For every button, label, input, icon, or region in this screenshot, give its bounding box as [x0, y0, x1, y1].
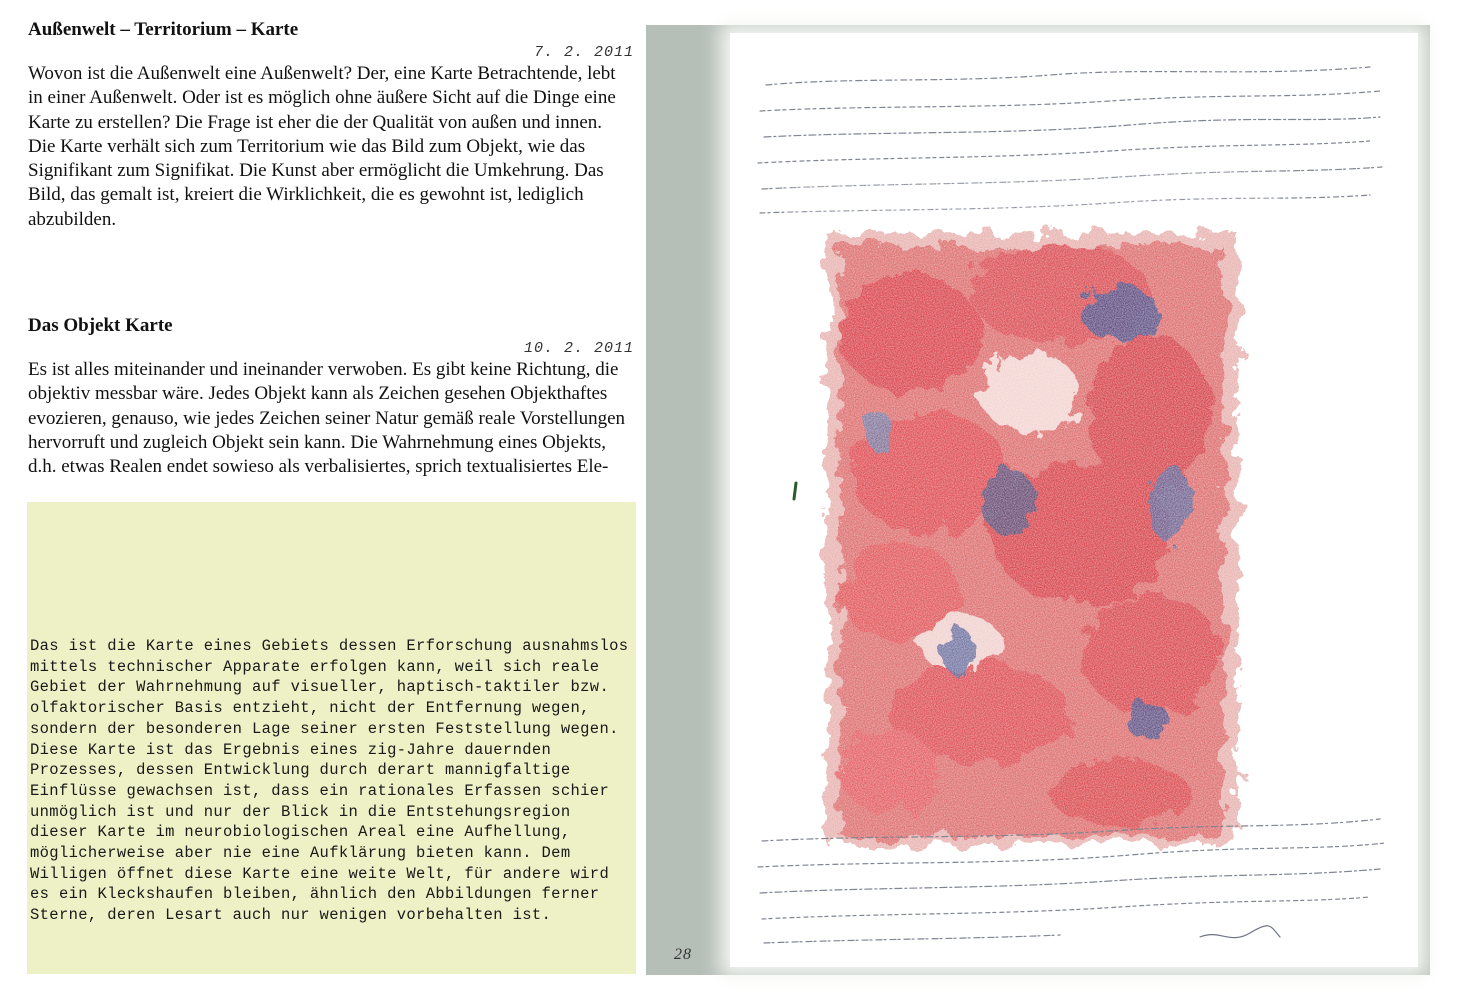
section-body: [28, 358, 634, 479]
handwriting-top: [758, 67, 1382, 213]
section-title: Außenwelt – Territorium – Karte: [28, 19, 299, 40]
section-date: 7. 2. 2011: [533, 44, 634, 61]
transcription-box: [27, 502, 636, 974]
page-number: 28: [674, 946, 692, 963]
section-title: Das Objekt Karte: [28, 315, 173, 336]
paragraph: Wovon ist die Außenwelt eine Außenwelt? Der, eine Karte Betrachtende, lebt in einer Außenwelt. Oder ist es möglich ohne äußere Sicht auf die Dinge eine Karte zu erstellen? Die Frage ist eher die der Qualität von außen und innen.: [28, 63, 616, 133]
section-date: 10. 2. 2011: [523, 340, 634, 357]
artwork-panel: [646, 25, 1430, 975]
paragraph: Die Karte verhält sich zum Territorium wie das Bild zum Objekt, wie das Signifikant zum Signifikat. Die Kunst aber ermöglicht die Umkehrung. Das Bild, das gemalt ist, kreiert die Wirklichkeit, die es gewohnt ist, lediglich abzubilden.: [28, 135, 604, 230]
section-aussenwelt: [28, 18, 634, 232]
section-body: [28, 62, 634, 232]
handwritten-map-painting-icon: [730, 33, 1418, 967]
section-objekt-karte: [28, 314, 634, 479]
transcription-text: Das ist die Karte eines Gebiets dessen Erforschung ausnahmslos mittels technischer Apparate erfolgen kann, weil sich reale Gebiet der Wahrnehmung auf visueller, haptisch-taktiler bzw. olfaktorischer Basis entzieht, nicht der Entfernung wegen, sondern der besonderen Lage seiner ersten Feststellung wegen. Diese Karte ist das Ergebnis eines zig-Jahre dauernden Prozesses, dessen Entwicklung durch derart mannigfaltige Einflüsse gewachsen ist, dass ein rationales Erfassen schier unmöglich ist und nur der Blick in die Entstehungsregion dieser Karte im neurobiologischen Areal eine Aufhellung, möglicherweise aber nie eine Aufklärung bieten kann. Dem Willigen öffnet diese Karte eine weite Welt, für andere wird es ein Kleckshaufen bleiben, ähnlich den Abbildungen ferner Sterne, deren Lesart auch nur wenigen vorbehalten ist.: [30, 637, 629, 925]
paragraph: Es ist alles miteinander und ineinander verwoben. Es gibt keine Richtung, die objektiv messbar wäre. Jedes Objekt kann als Zeichen gesehen Objekthaftes evozieren, genauso, wie jedes Zeichen seiner Natur gemäß reale Vorstellungen hervorruft und zugleich Objekt sein kann. Die Wahrnehmung eines Objekts, d.h. etwas Realen endet sowieso als verbalisiertes, sprich textualisiertes Ele-: [28, 359, 626, 478]
artwork-paper: [730, 33, 1418, 967]
